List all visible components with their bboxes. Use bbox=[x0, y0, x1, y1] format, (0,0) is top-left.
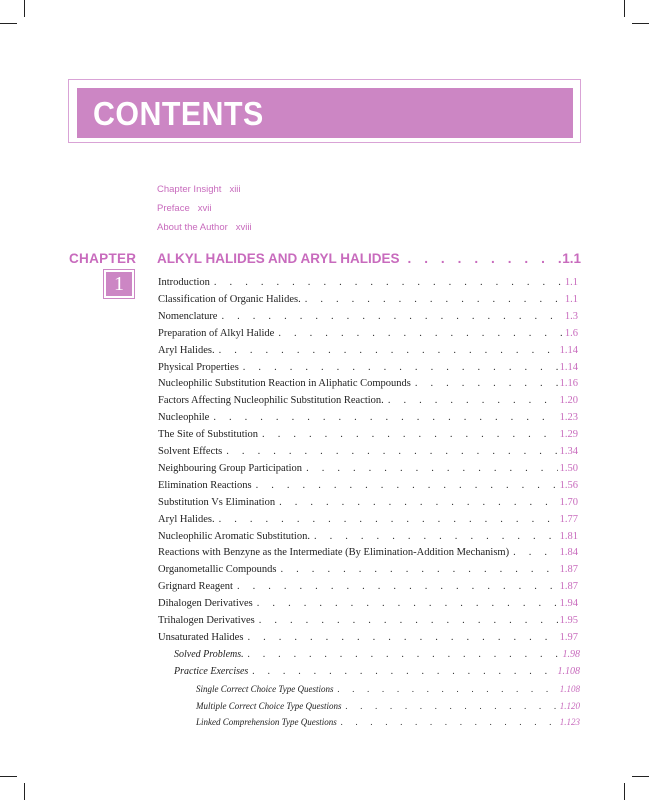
toc-entry-page: 1.108 bbox=[559, 683, 580, 694]
front-matter-chapter-insight[interactable] bbox=[157, 184, 241, 196]
toc-entry-page: 1.29 bbox=[559, 429, 578, 441]
toc-entry-page: 1.14 bbox=[559, 344, 578, 356]
leader-dots bbox=[239, 361, 558, 375]
toc-entry[interactable] bbox=[158, 631, 578, 645]
contents-banner bbox=[77, 88, 573, 138]
chapter-number-badge: 1 bbox=[106, 272, 132, 296]
front-matter-page: xvii bbox=[197, 203, 212, 214]
toc-entry-page: 1.1 bbox=[564, 277, 578, 288]
front-matter-page: xiii bbox=[229, 184, 241, 195]
toc-entry[interactable] bbox=[158, 597, 578, 611]
toc-entry-title: Solvent Effects bbox=[158, 446, 223, 457]
front-matter-about-author[interactable] bbox=[157, 222, 252, 234]
front-matter-preface[interactable] bbox=[157, 203, 211, 215]
toc-entry-page: 1.14 bbox=[559, 361, 578, 373]
toc-entry-title: Unsaturated Halides bbox=[158, 631, 244, 643]
leader-dots bbox=[243, 631, 557, 645]
toc-entry-title: Multiple Correct Choice Type Questions bbox=[196, 700, 342, 711]
toc-entry-page: 1.94 bbox=[559, 598, 578, 610]
toc-entry-page: 1.97 bbox=[559, 631, 578, 643]
leader-dots bbox=[301, 293, 563, 307]
toc-entry-page: 1.56 bbox=[559, 479, 578, 491]
toc-entry-title: Nomenclature bbox=[158, 310, 218, 322]
toc-entry-title: Substitution Vs Elimination bbox=[158, 496, 276, 508]
toc-entry[interactable] bbox=[196, 715, 580, 729]
toc-entry-title: Nucleophilic Substitution Reaction in Aliphatic Compounds bbox=[158, 378, 411, 390]
toc-entry[interactable] bbox=[158, 496, 578, 510]
leader-dots bbox=[400, 250, 563, 268]
toc-entry-page: 1.6 bbox=[564, 327, 578, 339]
toc-entry-page: 1.87 bbox=[559, 564, 578, 576]
toc-entry-page: 1.84 bbox=[559, 547, 578, 559]
leader-dots bbox=[253, 597, 558, 611]
toc-entry[interactable] bbox=[158, 462, 578, 476]
toc-entry-title: Trihalogen Derivatives bbox=[158, 615, 255, 626]
toc-entry-page: 1.50 bbox=[559, 462, 578, 474]
leader-dots bbox=[217, 310, 562, 324]
leader-dots bbox=[277, 563, 558, 577]
toc-entry-title: The Site of Substitution bbox=[158, 429, 259, 441]
toc-entry-page: 1.16 bbox=[559, 378, 578, 390]
toc-entry-title: Organometallic Compounds bbox=[158, 564, 277, 576]
toc-entry-title: Preparation of Alkyl Halide bbox=[158, 327, 275, 339]
chapter-title: ALKYL HALIDES AND ARYL HALIDES bbox=[157, 251, 400, 266]
toc-entry-title: Elimination Reactions bbox=[158, 479, 252, 491]
leader-dots bbox=[244, 648, 561, 662]
toc-entry[interactable] bbox=[158, 563, 578, 577]
toc-entry[interactable] bbox=[158, 513, 578, 527]
toc-entry[interactable] bbox=[174, 648, 580, 662]
toc-entry-page: 1.120 bbox=[559, 700, 580, 711]
toc-entry-title: Introduction bbox=[158, 277, 210, 288]
leader-dots bbox=[258, 428, 558, 442]
toc-entry[interactable] bbox=[196, 682, 580, 696]
toc-entry-title: Aryl Halides. bbox=[158, 513, 215, 525]
toc-entry-title: Aryl Halides. bbox=[158, 344, 215, 356]
toc-entry[interactable] bbox=[158, 445, 578, 459]
leader-dots bbox=[384, 394, 558, 408]
toc-entry[interactable] bbox=[174, 665, 580, 679]
toc-entry[interactable] bbox=[158, 361, 578, 375]
toc-entry-title: Classification of Organic Halides. bbox=[158, 293, 301, 305]
page-title: CONTENTS bbox=[93, 95, 264, 132]
leader-dots bbox=[215, 513, 558, 527]
leader-dots bbox=[215, 344, 558, 358]
toc-entry-page: 1.81 bbox=[559, 530, 578, 542]
toc-entry[interactable] bbox=[158, 293, 578, 307]
toc-entry[interactable] bbox=[158, 327, 578, 341]
toc-entry[interactable] bbox=[158, 614, 578, 628]
toc-entry[interactable] bbox=[158, 546, 578, 560]
toc-entry-page: 1.98 bbox=[562, 648, 580, 660]
toc-entry-title: Dihalogen Derivatives bbox=[158, 598, 253, 610]
toc-entry-page: 1.95 bbox=[559, 615, 578, 626]
toc-entry[interactable] bbox=[158, 580, 578, 594]
leader-dots bbox=[302, 462, 558, 476]
toc-entry-page: 1.3 bbox=[564, 310, 578, 322]
leader-dots bbox=[222, 445, 557, 459]
toc-entry-title: Nucleophile bbox=[158, 412, 210, 424]
toc-entry-title: Nucleophilic Aromatic Substitution. bbox=[158, 530, 310, 542]
toc-entry-page: 1.70 bbox=[559, 496, 578, 508]
toc-entry-page: 1.108 bbox=[557, 665, 580, 677]
toc-entry-title: Solved Problems. bbox=[174, 648, 244, 660]
toc-entry-title: Grignard Reagent bbox=[158, 581, 233, 593]
toc-entry-page: 1.77 bbox=[559, 513, 578, 525]
toc-entry-page: 1.1 bbox=[564, 293, 578, 305]
toc-entry-page: 1.23 bbox=[559, 412, 578, 424]
toc-entry[interactable] bbox=[158, 428, 578, 442]
toc-entry[interactable] bbox=[158, 377, 578, 391]
chapter-label: CHAPTER bbox=[69, 251, 137, 266]
toc-entry[interactable] bbox=[158, 344, 578, 358]
front-matter-label: About the Author bbox=[157, 222, 228, 233]
leader-dots bbox=[209, 411, 557, 425]
front-matter-label: Preface bbox=[157, 203, 190, 214]
toc-entry-title: Practice Exercises bbox=[174, 665, 249, 677]
leader-dots bbox=[341, 699, 557, 713]
front-matter-page: xviii bbox=[235, 222, 252, 233]
leader-dots bbox=[210, 276, 563, 290]
leader-dots bbox=[248, 665, 555, 679]
leader-dots bbox=[255, 614, 558, 628]
toc-entry-title: Single Correct Choice Type Questions bbox=[196, 683, 334, 694]
toc-entry[interactable] bbox=[158, 394, 578, 408]
leader-dots bbox=[310, 530, 558, 544]
chapter-title-row[interactable] bbox=[157, 250, 581, 268]
front-matter-label: Chapter Insight bbox=[157, 184, 222, 195]
leader-dots bbox=[411, 377, 558, 391]
leader-dots bbox=[233, 580, 558, 594]
leader-dots bbox=[274, 327, 563, 341]
leader-dots bbox=[252, 479, 558, 493]
toc-entry[interactable] bbox=[158, 310, 578, 324]
toc-entry-title: Neighbouring Group Participation bbox=[158, 462, 303, 474]
toc-entry-title: Linked Comprehension Type Questions bbox=[196, 717, 337, 728]
toc-entry[interactable] bbox=[158, 411, 578, 425]
toc-entry[interactable] bbox=[158, 479, 578, 493]
toc-entry[interactable] bbox=[196, 699, 580, 713]
toc-entry-title: Physical Properties bbox=[158, 361, 239, 373]
toc-entry-title: Reactions with Benzyne as the Intermediate (By Elimination-Addition Mechanism) bbox=[158, 547, 510, 559]
toc-entry[interactable] bbox=[158, 530, 578, 544]
chapter-page: 1.1 bbox=[562, 251, 581, 266]
toc-entry-page: 1.123 bbox=[559, 717, 580, 728]
toc-entry[interactable] bbox=[158, 276, 578, 290]
leader-dots bbox=[275, 496, 558, 510]
leader-dots bbox=[337, 715, 558, 729]
toc-entry-page: 1.87 bbox=[559, 581, 578, 593]
leader-dots bbox=[509, 546, 558, 560]
toc-entry-page: 1.20 bbox=[559, 395, 578, 407]
toc-entry-page: 1.34 bbox=[559, 446, 578, 457]
toc-entry-title: Factors Affecting Nucleophilic Substitution Reaction. bbox=[158, 395, 384, 407]
leader-dots bbox=[333, 682, 557, 696]
